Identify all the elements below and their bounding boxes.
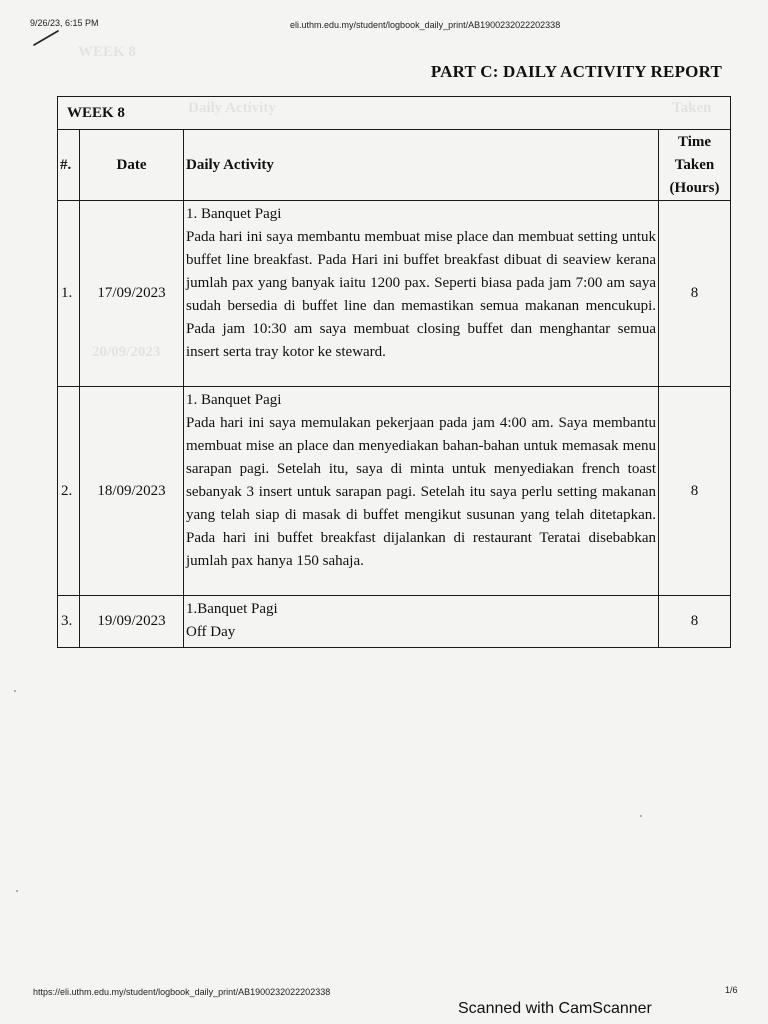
activity-heading: 1.Banquet Pagi <box>186 601 278 617</box>
table-row <box>58 596 731 648</box>
time-header-line: Time <box>677 133 712 150</box>
week-label: WEEK 8 <box>58 97 731 130</box>
row-number: 3. <box>58 596 80 648</box>
row-time-taken: 8 <box>659 387 731 596</box>
row-activity <box>184 596 659 648</box>
column-header-time-taken <box>659 130 731 201</box>
activity-description: Pada hari ini saya memulakan pekerjaan pada jam 4:00 am. Saya membantu membuat mise an place dan menyediakan bahan-bahan untuk memasak menu sarapan pagi. Setelah itu, saya di minta untuk menyediakan french toast sebanyak 3 insert untuk sarapan pagi. Setelah itu saya perlu setting makanan yang telah siap di masak di buffet mengikut susunan yang telah ditetapkan. Pada hari ini buffet breakfast dijalankan di restaurant Teratai disebabkan jumlah pax hanya 150 sahaja. <box>186 415 656 569</box>
activity-heading: 1. Banquet Pagi <box>186 206 282 222</box>
table-row <box>58 387 731 596</box>
row-time-taken: 8 <box>659 201 731 387</box>
row-time-taken: 8 <box>659 596 731 648</box>
column-header-date: Date <box>80 130 184 201</box>
activity-description: Off Day <box>186 624 236 640</box>
bleed-through-date: 20/09/2023 <box>92 344 161 360</box>
print-header <box>0 18 768 34</box>
row-activity <box>184 387 659 596</box>
bleed-through-taken: Taken <box>672 100 712 116</box>
footer-url: https://eli.uthm.edu.my/student/logbook_daily_print/AB1900232022202338 <box>33 987 331 997</box>
row-number: 1. <box>58 201 80 387</box>
row-date: 18/09/2023 <box>80 387 184 596</box>
column-header-number: #. <box>58 130 80 201</box>
activity-description: Pada hari ini saya membantu membuat mise place dan membuat setting untuk buffet line breakfast. Pada Hari ini buffet breakfast dibuat di seaview kerana jumlah pax yang banyak iaitu 1200 pax. Seperti biasa pada jam 7:00 am saya sudah bersedia di buffet line dan memastikan semua makanan mencukupi. Pada jam 10:30 am saya membuat closing buffet dan menghantar semua insert serta tray kotor ke steward. <box>186 229 656 360</box>
row-date: 17/09/2023 <box>80 201 184 387</box>
row-number: 2. <box>58 387 80 596</box>
scanner-watermark: Scanned with CamScanner <box>458 1000 652 1017</box>
time-header-line: Taken <box>674 156 715 173</box>
page-title: PART C: DAILY ACTIVITY REPORT <box>430 62 722 81</box>
print-url: eli.uthm.edu.my/student/logbook_daily_print/AB190023202220233​8 <box>290 20 561 30</box>
time-header-line: (Hours) <box>669 179 720 196</box>
column-header-activity: Daily Activity <box>184 130 659 201</box>
page-number: 1/6 <box>725 985 738 995</box>
pen-mark-icon <box>32 28 62 48</box>
daily-activity-table <box>57 96 731 648</box>
table-row <box>58 201 731 387</box>
row-date: 19/09/2023 <box>80 596 184 648</box>
bleed-through-activity: Daily Activity <box>188 100 276 116</box>
row-activity <box>184 201 659 387</box>
print-datetime: 9/26/23, 6:15 PM <box>30 18 99 28</box>
bleed-through-week: WEEK 8 <box>78 44 136 60</box>
activity-heading: 1. Banquet Pagi <box>186 392 282 408</box>
